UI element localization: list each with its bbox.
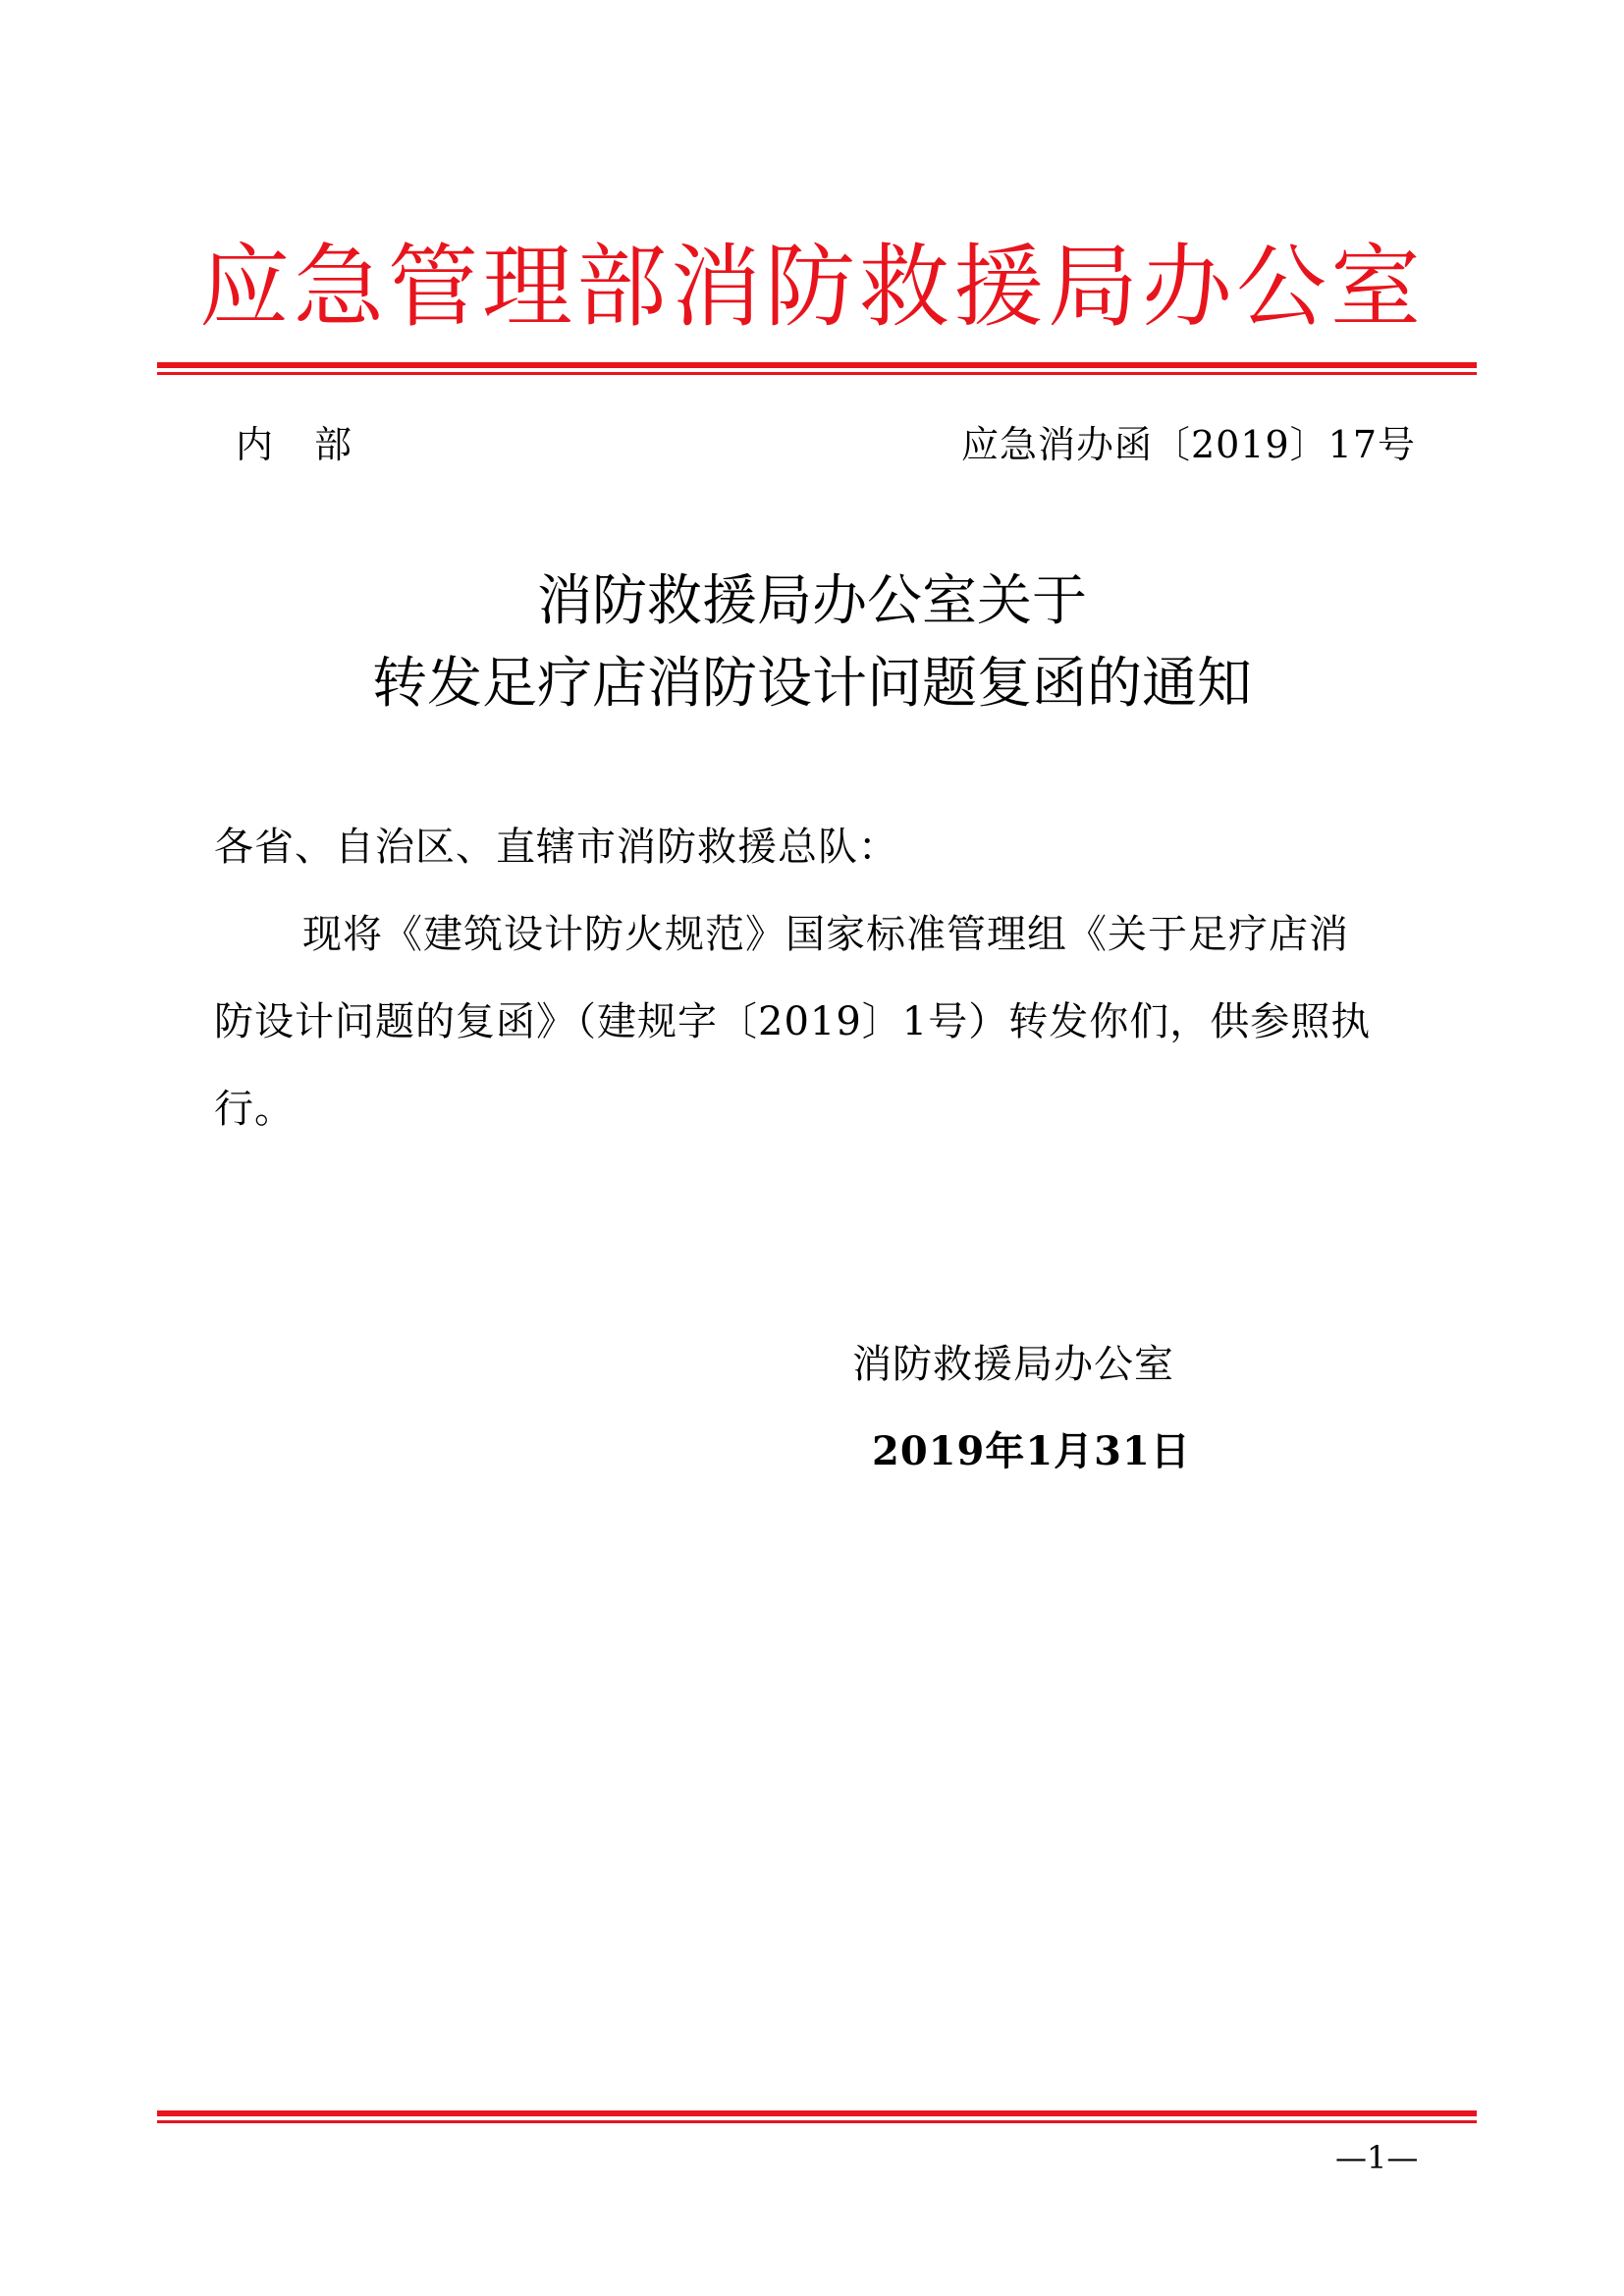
body-paragraph-line: 行。 <box>214 1087 295 1132</box>
body-paragraph-line: 现将《建筑设计防火规范》国家标准管理组《关于足疗店消 <box>302 912 1349 957</box>
page-number: —1— <box>1335 2139 1419 2176</box>
letterhead-org-name: 应急管理部消防救援局办公室 <box>198 235 1425 340</box>
notice-title-line-2: 转发足疗店消防设计问题复函的通知 <box>372 652 1252 716</box>
document-number: 应急消办函〔2019〕17号 <box>960 423 1416 466</box>
classification-label: 内 部 <box>236 423 354 466</box>
letterhead-red-rule <box>157 362 1477 380</box>
notice-title-line-1: 消防救援局办公室关于 <box>537 569 1087 633</box>
red-rule-thick-line <box>157 362 1477 368</box>
salutation: 各省、自治区、直辖市消防救援总队： <box>214 825 898 870</box>
issuer-signature: 消防救援局办公室 <box>852 1342 1174 1387</box>
red-rule-thick-line <box>157 2110 1477 2116</box>
footer-red-rule <box>157 2110 1477 2128</box>
red-rule-thin-line <box>157 2120 1477 2123</box>
body-paragraph-line: 防设计问题的复函》（建规字〔2019〕1号）转发你们，供参照执 <box>214 999 1372 1044</box>
issue-date: 2019年1月31日 <box>872 1428 1191 1474</box>
red-rule-thin-line <box>157 372 1477 375</box>
